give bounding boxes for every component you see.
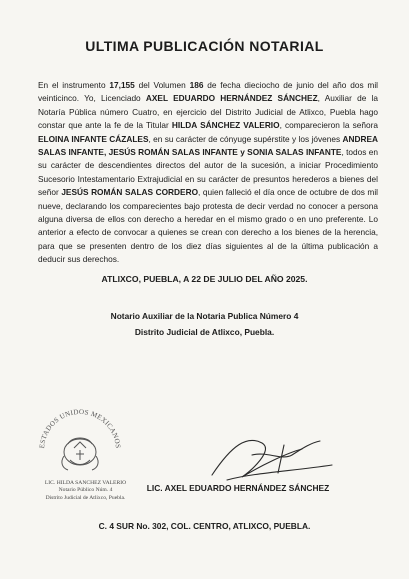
notary-seal-icon — [34, 402, 126, 484]
text-run: , comparecieron la señora — [279, 120, 378, 131]
bold-text-run: AXEL EDUARDO HERNÁNDEZ SÁNCHEZ — [145, 93, 318, 104]
text-run: , en su carácter de cónyuge supérstite y los jóvenes — [148, 133, 343, 144]
notary-office-line: Notario Auxiliar de la Notaria Publica Número 4 — [110, 311, 299, 321]
bold-text-run: 186 — [189, 80, 204, 90]
seal-ring-text: ESTADOS UNIDOS MEXICANOS — [37, 407, 123, 449]
judicial-district-line: Distrito Judicial de Atlixco, Puebla. — [134, 327, 275, 337]
text-run: de fecha dieciocho de junio del año dos mil veinticinco. Yo, Licenciado — [38, 80, 379, 104]
text-run: En el instrumento — [38, 80, 110, 90]
bold-text-run: ANDREA SALAS INFANTE, JESÚS ROMÁN SALAS INFANTE y SONIA SALAS INFANTE — [38, 133, 378, 158]
seal-notary-name: LIC. HILDA SANCHEZ VALERIO — [44, 480, 127, 486]
document-title: ULTIMA PUBLICACIÓN NOTARIAL — [85, 38, 324, 54]
text-run: , todos en su carácter de descendientes directos del autor de la sucesión, a iniciar Procedimiento Sucesorio Intestamentario Extrajudicial en su carácter de presuntos herederos a bienes del señor — [38, 147, 378, 198]
signer-name: LIC. AXEL EDUARDO HERNÁNDEZ SÁNCHEZ — [146, 483, 330, 493]
notary-office-block — [0, 308, 409, 340]
bold-text-run: 17,155 — [109, 80, 135, 90]
seal-notary-number: Notario Público Núm. 4 — [58, 487, 113, 494]
bold-text-run: JESÚS ROMÁN SALAS CORDERO — [61, 187, 199, 198]
seal-district: Distrito Judicial de Atlixco, Puebla. — [45, 494, 126, 501]
bold-text-run: ELOINA INFANTE CÁZALES — [38, 133, 149, 144]
date-location-line: ATLIXCO, PUEBLA, A 22 DE JULIO DEL AÑO 2025. — [101, 274, 308, 284]
text-run: , Auxiliar de la Notaría Pública número Cuatro, en ejercicio del Distrito Judicial de Atlixco, Puebla hago constar que ante la fe de la Titular — [38, 93, 379, 131]
notary-address: C. 4 SUR No. 302, COL. CENTRO, ATLIXCO, PUEBLA. — [98, 521, 311, 531]
text-run: del Volumen — [134, 80, 190, 90]
text-run: , quien falleció el día once de octubre de dos mil nueve, declarando los comparecientes bajo protesta de decir verdad no conocer a persona alguna diversa de ellos con derecho a heredar en el mismo grado o en uno preferente. Lo anterior a efecto de convocar a quienes se crean con derecho a los bienes de la herencia, para que se presenten dentro de los diez días siguientes al de la última publicación a deducir sus derechos. — [38, 187, 379, 265]
notarial-body-paragraph — [38, 79, 378, 267]
bold-text-run: HILDA SÁNCHEZ VALERIO — [171, 120, 280, 131]
